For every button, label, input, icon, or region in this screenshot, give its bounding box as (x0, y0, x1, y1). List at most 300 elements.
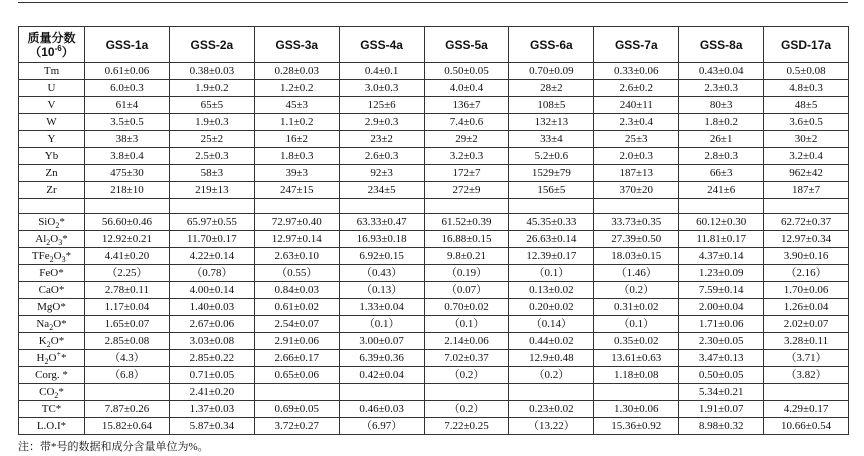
major-component-row (19, 350, 849, 367)
value-cell: 92±3 (339, 165, 424, 182)
value-cell: 4.29±0.17 (764, 401, 849, 418)
value-cell: 2.0±0.3 (594, 148, 679, 165)
table-body (19, 63, 849, 435)
value-cell: 66±3 (679, 165, 764, 182)
value-cell: 2.85±0.22 (169, 350, 254, 367)
value-cell: 0.4±0.1 (339, 63, 424, 80)
value-cell (764, 384, 849, 401)
value-cell: 0.46±0.03 (339, 401, 424, 418)
value-cell: 80±3 (679, 97, 764, 114)
major-component-row (19, 265, 849, 282)
value-cell: 0.84±0.03 (254, 282, 339, 299)
value-cell: 2.3±0.3 (679, 80, 764, 97)
value-cell (594, 384, 679, 401)
element-name: K (38, 335, 47, 347)
value-cell: 0.33±0.06 (594, 63, 679, 80)
element-subscript: 2 (49, 323, 54, 333)
value-cell: （0.1） (424, 316, 509, 333)
value-cell: （0.13） (339, 282, 424, 299)
value-cell: 475±30 (85, 165, 170, 182)
value-cell: （0.78） (169, 265, 254, 282)
value-cell: （0.14） (509, 316, 594, 333)
value-cell: （3.71） (764, 350, 849, 367)
value-cell: 0.31±0.02 (594, 299, 679, 316)
value-cell: 2.3±0.4 (594, 114, 679, 131)
value-cell: 38±3 (85, 131, 170, 148)
value-cell: 6.92±0.15 (339, 248, 424, 265)
value-cell: 12.92±0.21 (85, 231, 170, 248)
value-cell (424, 384, 509, 401)
value-cell: （13.22） (509, 418, 594, 435)
value-cell: 1.40±0.03 (169, 299, 254, 316)
value-cell: （0.2） (424, 401, 509, 418)
value-cell: （1.46） (594, 265, 679, 282)
value-cell: 0.13±0.02 (509, 282, 594, 299)
element-name-part: O (50, 233, 59, 245)
element-name-part: O* (53, 318, 67, 330)
element-name-part: O (48, 352, 57, 364)
element-suffix: * (59, 216, 65, 228)
value-cell: 2.8±0.3 (679, 148, 764, 165)
header-row (19, 27, 849, 63)
major-component-row (19, 401, 849, 418)
value-cell: 4.37±0.14 (679, 248, 764, 265)
value-cell: 60.12±0.30 (679, 214, 764, 231)
element-label (19, 63, 85, 80)
col-header: GSS-4a (339, 27, 424, 63)
value-cell: 26.63±0.14 (509, 231, 594, 248)
value-cell: 0.20±0.02 (509, 299, 594, 316)
element-suffix: * (65, 250, 72, 262)
value-cell: 0.71±0.05 (169, 367, 254, 384)
value-cell: 11.81±0.17 (679, 231, 764, 248)
value-cell: 2.54±0.07 (254, 316, 339, 333)
value-cell: 0.44±0.02 (509, 333, 594, 350)
value-cell: 61.52±0.39 (424, 214, 509, 231)
value-cell: 0.28±0.03 (254, 63, 339, 80)
element-subscript: 2 (55, 221, 60, 231)
value-cell: 187±7 (764, 182, 849, 199)
value-cell: 33.73±0.35 (594, 214, 679, 231)
value-cell: 2.63±0.10 (254, 248, 339, 265)
spacer-cell (169, 199, 254, 214)
value-cell: 12.39±0.17 (509, 248, 594, 265)
value-cell (509, 384, 594, 401)
value-cell: （6.8） (85, 367, 170, 384)
value-cell: 58±3 (169, 165, 254, 182)
element-name: MgO* (37, 301, 66, 313)
element-label (19, 384, 85, 401)
value-cell: 4.0±0.4 (424, 80, 509, 97)
element-label (19, 148, 85, 165)
trace-element-row (19, 114, 849, 131)
value-cell: 1.70±0.06 (764, 282, 849, 299)
value-cell: 3.72±0.27 (254, 418, 339, 435)
corner-line1: 质量分数 (27, 30, 76, 45)
element-name: Y (47, 133, 56, 145)
value-cell: 2.78±0.11 (85, 282, 170, 299)
value-cell: 8.98±0.32 (679, 418, 764, 435)
value-cell: 5.34±0.21 (679, 384, 764, 401)
spacer-cell (254, 199, 339, 214)
value-cell: 1.65±0.07 (85, 316, 170, 333)
value-cell: 63.33±0.47 (339, 214, 424, 231)
value-cell: 6.0±0.3 (85, 80, 170, 97)
col-header: GSS-8a (679, 27, 764, 63)
value-cell: 962±42 (764, 165, 849, 182)
value-cell: 219±13 (169, 182, 254, 199)
value-cell: 11.70±0.17 (169, 231, 254, 248)
major-component-row (19, 418, 849, 435)
value-cell: （0.2） (424, 367, 509, 384)
value-cell: 4.8±0.3 (764, 80, 849, 97)
major-component-row (19, 248, 849, 265)
element-label (19, 214, 85, 231)
element-name-part: O* (50, 335, 65, 347)
value-cell: （0.07） (424, 282, 509, 299)
spacer-cell (509, 199, 594, 214)
value-cell: 7.87±0.26 (85, 401, 170, 418)
value-cell: 1.1±0.2 (254, 114, 339, 131)
value-cell: 10.66±0.54 (764, 418, 849, 435)
major-component-row (19, 231, 849, 248)
major-component-row (19, 333, 849, 350)
value-cell: 2.67±0.06 (169, 316, 254, 333)
value-cell: （2.25） (85, 265, 170, 282)
trace-element-row (19, 80, 849, 97)
major-component-row (19, 367, 849, 384)
trace-element-row (19, 63, 849, 80)
value-cell: 234±5 (339, 182, 424, 199)
value-cell: 240±11 (594, 97, 679, 114)
trace-element-row (19, 148, 849, 165)
value-cell: 4.00±0.14 (169, 282, 254, 299)
element-label (19, 97, 85, 114)
value-cell: 13.61±0.63 (594, 350, 679, 367)
col-header: GSS-7a (594, 27, 679, 63)
major-component-row (19, 299, 849, 316)
value-cell: 2.9±0.3 (339, 114, 424, 131)
value-cell: 7.4±0.6 (424, 114, 509, 131)
element-subscript: 2 (54, 391, 59, 401)
value-cell: 1529±79 (509, 165, 594, 182)
value-cell: 1.2±0.2 (254, 80, 339, 97)
value-cell: 3.00±0.07 (339, 333, 424, 350)
value-cell: 3.6±0.5 (764, 114, 849, 131)
value-cell: 2.85±0.08 (85, 333, 170, 350)
value-cell: 0.69±0.05 (254, 401, 339, 418)
value-cell: 45±3 (254, 97, 339, 114)
value-cell: 247±15 (254, 182, 339, 199)
value-cell: （0.55） (254, 265, 339, 282)
value-cell: 1.91±0.07 (679, 401, 764, 418)
value-cell: 1.23±0.09 (679, 265, 764, 282)
col-header: GSS-2a (169, 27, 254, 63)
value-cell: 12.97±0.14 (254, 231, 339, 248)
value-cell: 2.5±0.3 (169, 148, 254, 165)
value-cell: 0.61±0.02 (254, 299, 339, 316)
value-cell: 3.90±0.16 (764, 248, 849, 265)
element-label (19, 80, 85, 97)
element-name: Al (35, 233, 47, 245)
element-name: Zr (46, 184, 57, 196)
value-cell: 15.36±0.92 (594, 418, 679, 435)
col-header: GSS-1a (85, 27, 170, 63)
value-cell: 2.02±0.07 (764, 316, 849, 333)
value-cell: 1.8±0.2 (679, 114, 764, 131)
value-cell: 2.41±0.20 (169, 384, 254, 401)
corner-unit-post: ） (61, 44, 74, 59)
value-cell: 30±2 (764, 131, 849, 148)
element-suffix: * (58, 386, 64, 398)
element-label (19, 350, 85, 367)
value-cell: 25±3 (594, 131, 679, 148)
corner-unit-pre: （10 (29, 44, 55, 59)
element-name: Na (36, 318, 50, 330)
value-cell: 18.03±0.15 (594, 248, 679, 265)
value-cell: 187±13 (594, 165, 679, 182)
value-cell: （6.97） (339, 418, 424, 435)
value-cell: 45.35±0.33 (509, 214, 594, 231)
value-cell (254, 384, 339, 401)
element-name: Yb (44, 150, 59, 162)
value-cell: （0.1） (339, 316, 424, 333)
value-cell: 272±9 (424, 182, 509, 199)
element-suffix: * (60, 352, 67, 364)
element-label (19, 418, 85, 435)
element-name: SiO (38, 216, 56, 228)
value-cell: 39±3 (254, 165, 339, 182)
value-cell: 2.00±0.04 (679, 299, 764, 316)
value-cell: 1.17±0.04 (85, 299, 170, 316)
element-subscript: 2 (46, 238, 51, 248)
value-cell: 33±4 (509, 131, 594, 148)
value-cell: 0.5±0.08 (764, 63, 849, 80)
element-label (19, 165, 85, 182)
value-cell: 12.97±0.34 (764, 231, 849, 248)
col-header: GSD-17a (764, 27, 849, 63)
element-name: CaO* (38, 284, 65, 296)
value-cell: 5.2±0.6 (509, 148, 594, 165)
element-label (19, 316, 85, 333)
top-rule (18, 2, 848, 3)
element-label (19, 367, 85, 384)
value-cell: 1.33±0.04 (339, 299, 424, 316)
element-subscript: 3 (58, 238, 63, 248)
value-cell: 0.38±0.03 (169, 63, 254, 80)
value-cell: 1.8±0.3 (254, 148, 339, 165)
element-label (19, 182, 85, 199)
spacer-cell (764, 199, 849, 214)
value-cell: 72.97±0.40 (254, 214, 339, 231)
value-cell: 65±5 (169, 97, 254, 114)
value-cell: 3.5±0.5 (85, 114, 170, 131)
spacer-cell (339, 199, 424, 214)
footnote: 注：带*号的数据和成分含量单位为%。 (18, 441, 209, 453)
spacer-cell (19, 199, 85, 214)
value-cell: 0.50±0.05 (424, 63, 509, 80)
value-cell: 3.2±0.4 (764, 148, 849, 165)
value-cell: 0.43±0.04 (679, 63, 764, 80)
value-cell: 16.88±0.15 (424, 231, 509, 248)
element-name: V (47, 99, 56, 111)
major-component-row (19, 282, 849, 299)
element-name: U (47, 82, 56, 94)
value-cell: 1.30±0.06 (594, 401, 679, 418)
value-cell: 12.9±0.48 (509, 350, 594, 367)
value-cell: 3.28±0.11 (764, 333, 849, 350)
corner-header (19, 27, 85, 63)
major-component-row (19, 316, 849, 333)
element-label (19, 231, 85, 248)
element-name: Tm (43, 65, 60, 77)
corner-unit (29, 45, 74, 59)
element-label (19, 282, 85, 299)
element-name: TFe (31, 250, 50, 262)
trace-element-row (19, 182, 849, 199)
value-cell: 370±20 (594, 182, 679, 199)
value-cell: 0.50±0.05 (679, 367, 764, 384)
element-suffix: * (62, 233, 68, 245)
value-cell: 2.6±0.3 (339, 148, 424, 165)
trace-element-row (19, 97, 849, 114)
element-label (19, 265, 85, 282)
value-cell: 125±6 (339, 97, 424, 114)
spacer-cell (424, 199, 509, 214)
value-cell: 7.59±0.14 (679, 282, 764, 299)
value-cell: 15.82±0.64 (85, 418, 170, 435)
col-header: GSS-5a (424, 27, 509, 63)
element-subscript: 2 (46, 340, 51, 350)
value-cell: 0.70±0.09 (509, 63, 594, 80)
value-cell: 25±2 (169, 131, 254, 148)
element-name: W (46, 116, 57, 128)
element-name: Zn (45, 167, 58, 179)
value-cell: 3.47±0.13 (679, 350, 764, 367)
value-cell: （3.82） (764, 367, 849, 384)
value-cell: 2.6±0.2 (594, 80, 679, 97)
value-cell: 48±5 (764, 97, 849, 114)
value-cell: 16±2 (254, 131, 339, 148)
element-name: H (36, 352, 45, 364)
value-cell: （0.2） (594, 282, 679, 299)
element-name: FeO* (39, 267, 64, 279)
value-cell: 108±5 (509, 97, 594, 114)
value-cell: 6.39±0.36 (339, 350, 424, 367)
value-cell: 2.91±0.06 (254, 333, 339, 350)
value-cell: 7.02±0.37 (424, 350, 509, 367)
element-name: CO (39, 386, 55, 398)
element-subscript: 3 (61, 255, 66, 265)
major-component-row (19, 214, 849, 231)
element-superscript: + (56, 349, 61, 359)
value-cell: 62.72±0.37 (764, 214, 849, 231)
value-cell: 29±2 (424, 131, 509, 148)
value-cell: 1.37±0.03 (169, 401, 254, 418)
value-cell: 3.2±0.3 (424, 148, 509, 165)
value-cell (339, 384, 424, 401)
value-cell: 3.8±0.4 (85, 148, 170, 165)
element-subscript: 2 (44, 357, 49, 367)
value-cell: 27.39±0.50 (594, 231, 679, 248)
value-cell: （0.19） (424, 265, 509, 282)
element-label (19, 333, 85, 350)
value-cell: 0.61±0.06 (85, 63, 170, 80)
value-cell: （0.43） (339, 265, 424, 282)
value-cell: 56.60±0.46 (85, 214, 170, 231)
col-header: GSS-6a (509, 27, 594, 63)
value-cell: 1.9±0.3 (169, 114, 254, 131)
value-cell: 61±4 (85, 97, 170, 114)
value-cell: 2.66±0.17 (254, 350, 339, 367)
value-cell: 26±1 (679, 131, 764, 148)
value-cell: 4.41±0.20 (85, 248, 170, 265)
value-cell: 28±2 (509, 80, 594, 97)
value-cell: 1.18±0.08 (594, 367, 679, 384)
value-cell: （0.1） (509, 265, 594, 282)
value-cell: 2.30±0.05 (679, 333, 764, 350)
element-name: Corg. * (35, 369, 68, 381)
value-cell: 172±7 (424, 165, 509, 182)
value-cell: 1.26±0.04 (764, 299, 849, 316)
value-cell: 3.03±0.08 (169, 333, 254, 350)
spacer-cell (85, 199, 170, 214)
value-cell: 2.14±0.06 (424, 333, 509, 350)
value-cell: 0.35±0.02 (594, 333, 679, 350)
spacer-cell (594, 199, 679, 214)
value-cell: 9.8±0.21 (424, 248, 509, 265)
value-cell: 0.70±0.02 (424, 299, 509, 316)
composition-table (18, 26, 849, 435)
value-cell: 16.93±0.18 (339, 231, 424, 248)
trace-element-row (19, 131, 849, 148)
value-cell: 0.23±0.02 (509, 401, 594, 418)
value-cell: 136±7 (424, 97, 509, 114)
element-label (19, 114, 85, 131)
element-label (19, 401, 85, 418)
value-cell: （0.2） (509, 367, 594, 384)
corner-unit-exp: -6 (54, 43, 62, 53)
element-name: L.O.I* (36, 420, 67, 432)
value-cell: 5.87±0.34 (169, 418, 254, 435)
spacer-cell (679, 199, 764, 214)
value-cell: 0.65±0.06 (254, 367, 339, 384)
trace-element-row (19, 165, 849, 182)
value-cell: （4.3） (85, 350, 170, 367)
major-component-row (19, 384, 849, 401)
value-cell: （2.16） (764, 265, 849, 282)
value-cell: 65.97±0.55 (169, 214, 254, 231)
element-label (19, 299, 85, 316)
value-cell: 156±5 (509, 182, 594, 199)
value-cell: 7.22±0.25 (424, 418, 509, 435)
value-cell (85, 384, 170, 401)
value-cell: （0.1） (594, 316, 679, 333)
value-cell: 132±13 (509, 114, 594, 131)
element-name: TC* (41, 403, 62, 415)
col-header: GSS-3a (254, 27, 339, 63)
element-label (19, 248, 85, 265)
value-cell: 241±6 (679, 182, 764, 199)
value-cell: 0.42±0.04 (339, 367, 424, 384)
value-cell: 218±10 (85, 182, 170, 199)
value-cell: 23±2 (339, 131, 424, 148)
value-cell: 1.71±0.06 (679, 316, 764, 333)
section-spacer-row (19, 199, 849, 214)
element-label (19, 131, 85, 148)
element-subscript: 2 (49, 255, 54, 265)
value-cell: 1.9±0.2 (169, 80, 254, 97)
